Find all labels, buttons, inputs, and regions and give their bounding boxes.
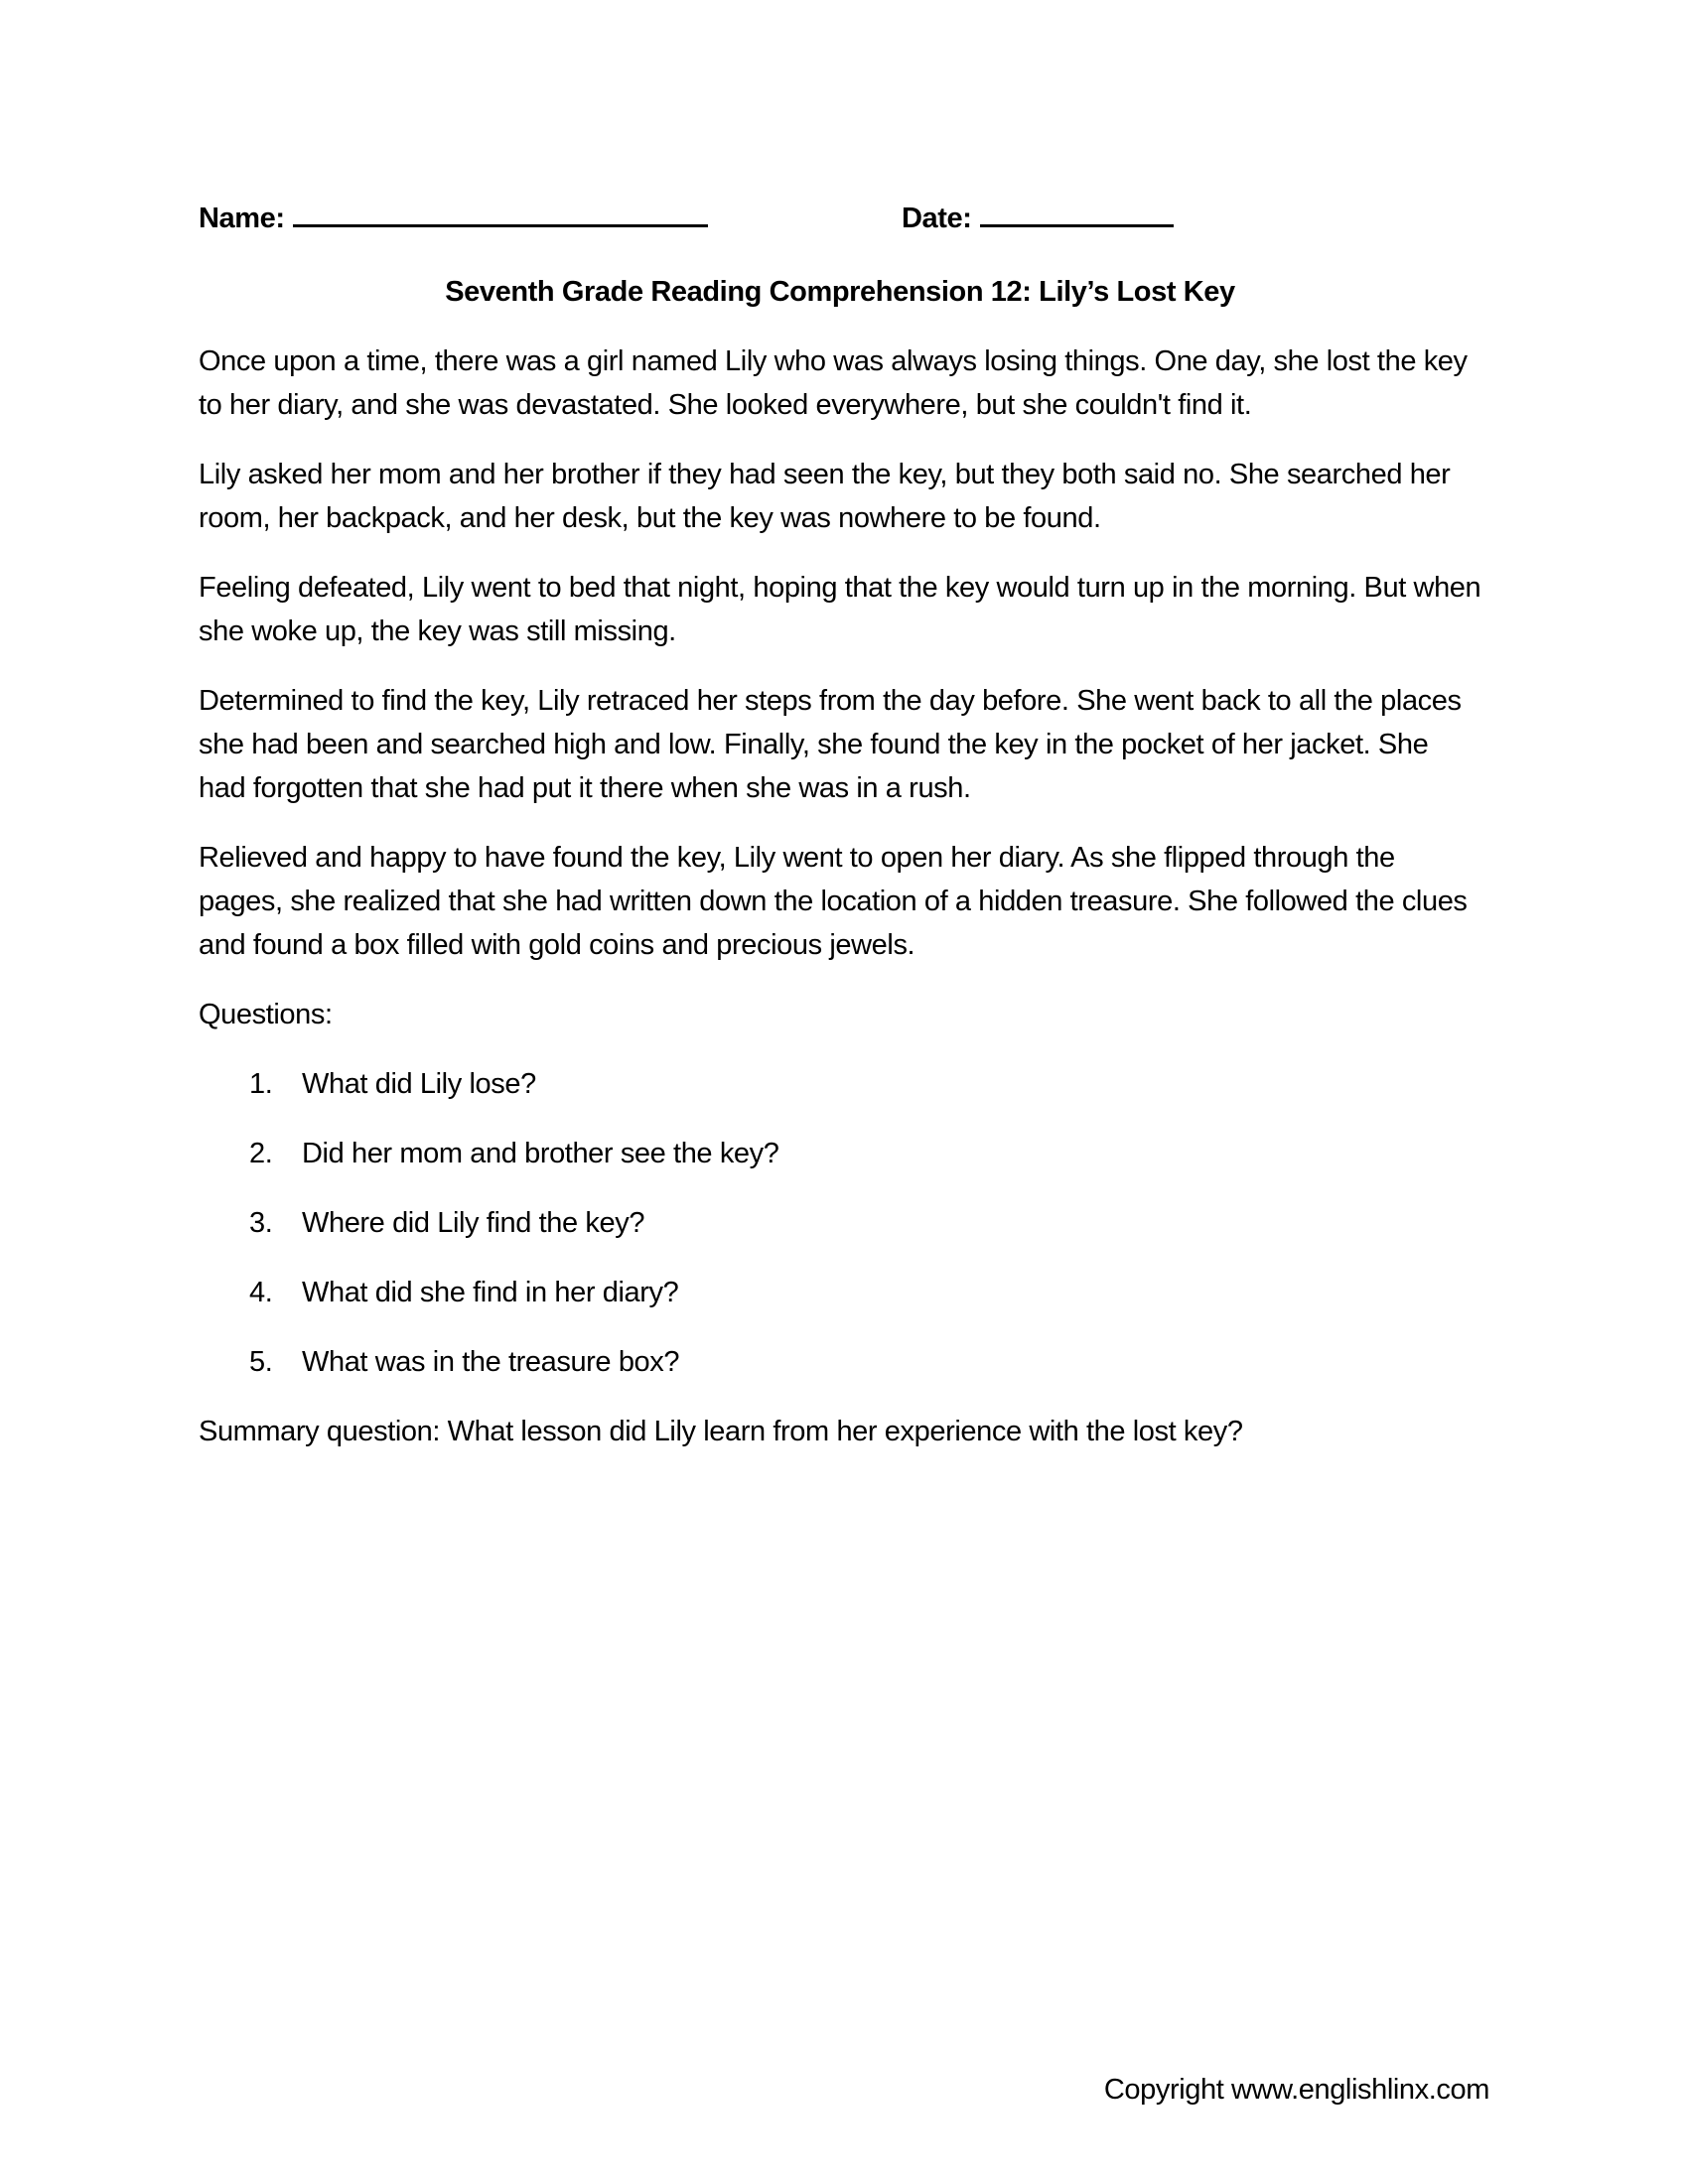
question-item: [199, 1340, 1481, 1384]
question-item: [199, 1271, 1481, 1314]
worksheet-content: [199, 195, 1481, 1479]
date-label: Date:: [902, 203, 972, 234]
date-blank-line: [980, 195, 1174, 227]
date-field-group: [902, 195, 1174, 240]
summary-question: Summary question: What lesson did Lily learn from her experience with the lost key?: [199, 1416, 1243, 1447]
question-text: What did Lily lose?: [302, 1068, 536, 1100]
questions-list: [199, 1062, 1481, 1384]
question-number: 1.: [249, 1068, 273, 1100]
question-text: What did she find in her diary?: [302, 1277, 679, 1308]
question-item: [199, 1132, 1481, 1175]
worksheet-title: Seventh Grade Reading Comprehension 12: Lily’s Lost Key: [445, 276, 1235, 308]
story-paragraph: Relieved and happy to have found the key, Lily went to open her diary. As she flipped through the pages, she realized that she had written down the location of a hidden treasure. She followed the clues and found a box filled with gold coins and precious jewels.: [199, 842, 1468, 961]
story-paragraph: Determined to find the key, Lily retraced her steps from the day before. She went back to all the places she had been and searched high and low. Finally, she found the key in the pocket of her jacket. She had forgotten that she had put it there when she was in a rush.: [199, 685, 1462, 804]
worksheet-header: [199, 195, 1481, 256]
question-number: 2.: [249, 1138, 273, 1169]
name-label: Name:: [199, 203, 285, 234]
question-number: 5.: [249, 1346, 273, 1378]
story-paragraph: Feeling defeated, Lily went to bed that night, hoping that the key would turn up in the morning. But when she woke up, the key was still missing.: [199, 572, 1481, 647]
name-field-group: [199, 195, 708, 240]
questions-heading: Questions:: [199, 999, 333, 1030]
copyright-notice: Copyright www.englishlinx.com: [1103, 2074, 1489, 2106]
question-item: [199, 1201, 1481, 1245]
question-number: 3.: [249, 1207, 273, 1239]
story-paragraph: Lily asked her mom and her brother if they had seen the key, but they both said no. She searched her room, her backpack, and her desk, but the key was nowhere to be found.: [199, 459, 1451, 534]
question-text: Where did Lily find the key?: [302, 1207, 645, 1239]
story-paragraph: Once upon a time, there was a girl named Lily who was always losing things. One day, she lost the key to her diary, and she was devastated. She looked everywhere, but she couldn't find it.: [199, 345, 1468, 421]
question-item: [199, 1062, 1481, 1106]
question-text: Did her mom and brother see the key?: [302, 1138, 779, 1169]
question-number: 4.: [249, 1277, 273, 1308]
question-text: What was in the treasure box?: [302, 1346, 680, 1378]
name-blank-line: [293, 195, 708, 227]
